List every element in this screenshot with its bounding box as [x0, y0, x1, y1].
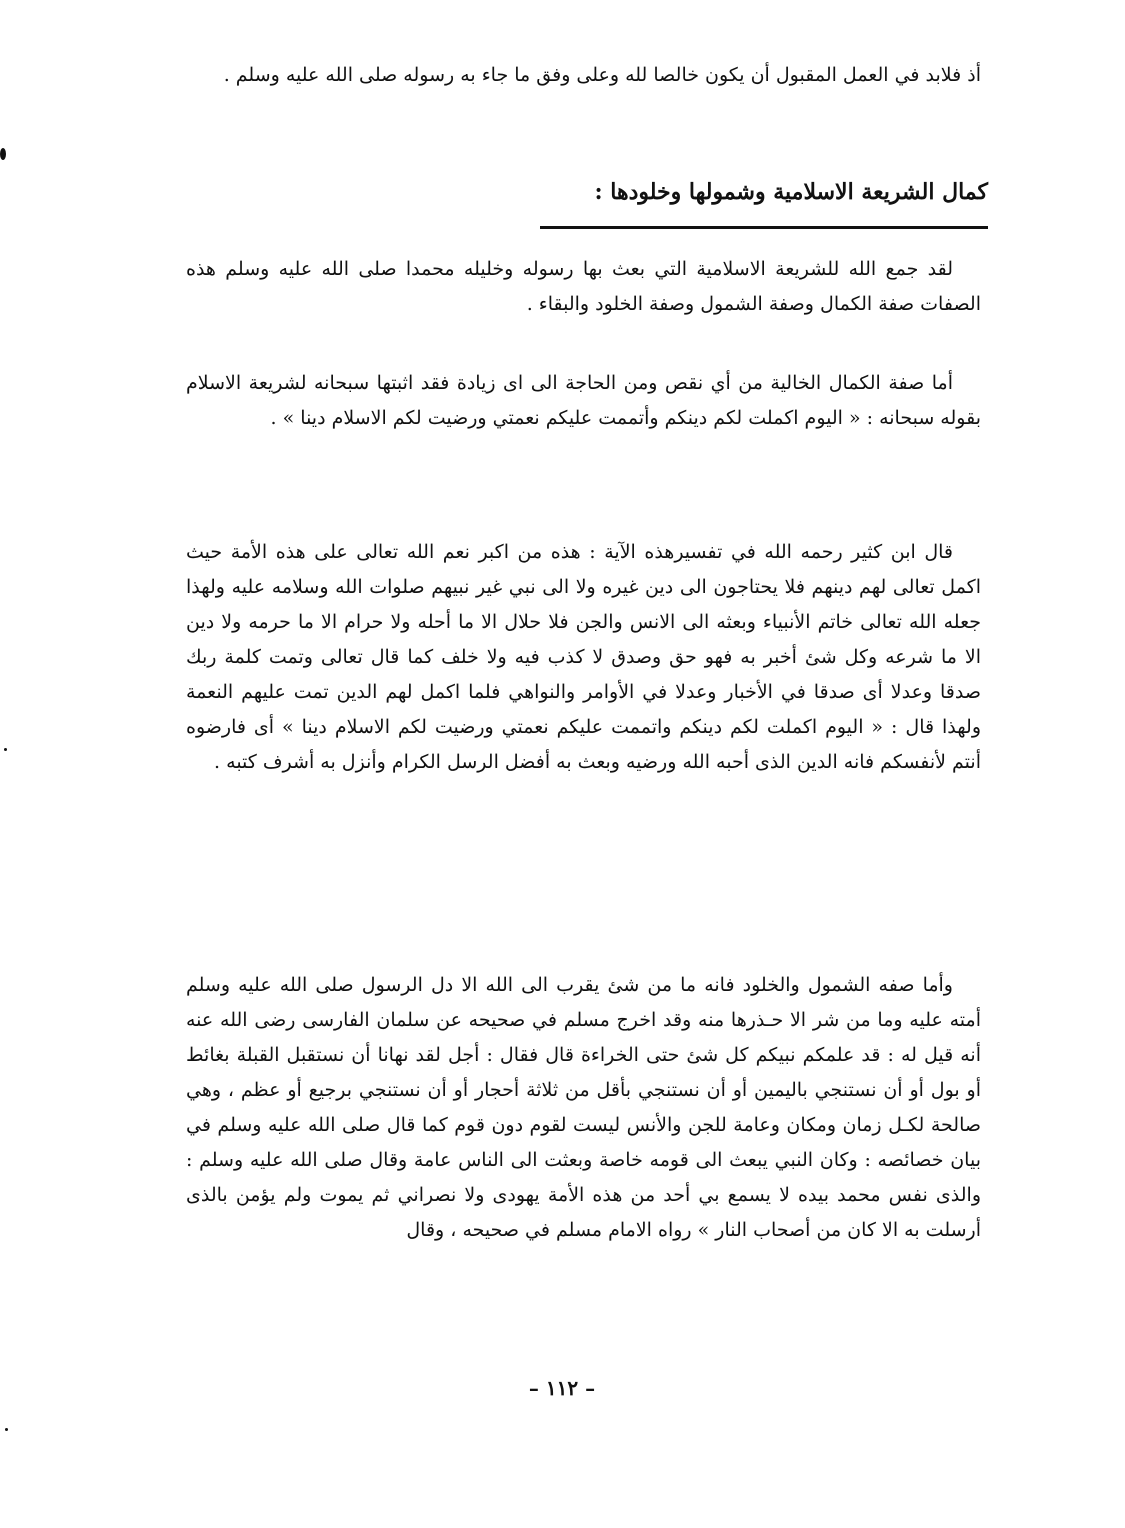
scan-mark-top: [0, 148, 6, 160]
section-heading: كمال الشريعة الاسلامية وشمولها وخلودها :: [540, 172, 988, 229]
scan-mark-bottom: [5, 1428, 8, 1431]
paragraph-3: قال ابن كثير رحمه الله في تفسيرهذه الآية : هذه من اكبر نعم الله تعالى على هذه الأمة حيث اكمل تعالى لهم دينهم فلا يحتاجون الى دين غيره ولا الى نبي غير نبيهم صلوات الله وسلامه عليه ولهذا جعله الله تعالى خاتم الأنبياء وبعثه الى الانس والجن فلا حلال الا ما أحله ولا حرام الا ما حرمه ولا دين الا ما شرعه وكل شئ أخبر به فهو حق وصدق لا كذب فيه ولا خلف كما قال تعالى وتمت كلمة ربك صدقا وعدلا أى صدقا في الأخبار وعدلا في الأوامر والنواهي فلما اكمل لهم الدين تمت عليهم النعمة ولهذا قال : « اليوم اكملت لكم دينكم واتممت عليكم نعمتي ورضيت لكم الاسلام دينا » أى فارضوه أنتم لأنفسكم فانه الدين الذى أحبه الله ورضيه وبعث به أفضل الرسل الكرام وأنزل به أشرف كتبه .: [186, 541, 981, 773]
paragraph-2: أما صفة الكمال الخالية من أي نقص ومن الحاجة الى اى زيادة فقد اثبتها سبحانه لشريعة الاسلام بقوله سبحانه : « اليوم اكملت لكم دينكم وأتممت عليكم نعمتي ورضيت لكم الاسلام دينا » .: [186, 372, 981, 429]
intro-paragraph: أذ فلابد في العمل المقبول أن يكون خالصا لله وعلى وفق ما جاء به رسوله صلى الله عليه وسلم .: [223, 64, 981, 86]
paragraph-4: وأما صفه الشمول والخلود فانه ما من شئ يقرب الى الله الا دل الرسول صلى الله عليه وسلم أمته عليه وما من شر الا حـذرها منه وقد اخرج مسلم في صحيحه عن سلمان الفارسى رضى الله عنه أنه قيل له : قد علمكم نبيكم كل شئ حتى الخراءة قال فقال : أجل لقد نهانا أن نستقبل القبلة بغائط أو بول أو أن نستنجي باليمين أو أن نستنجي بأقل من ثلاثة أحجار أو أن نستنجي برجيع أو عظم ، وهي صالحة لكـل زمان ومكان وعامة للجن والأنس ليست لقوم دون قوم كما قال صلى الله عليه وسلم في بيان خصائصه : وكان النبي يبعث الى قومه خاصة وبعثت الى الناس عامة وقال صلى الله عليه وسلم : والذى نفس محمد بيده لا يسمع بي أحد من هذه الأمة يهودى ولا نصراني ثم يموت ولم يؤمن بالذى أرسلت به الا كان من أصحاب النار » رواه الامام مسلم في صحيحه ، وقال: [186, 974, 981, 1241]
scan-mark-middle: [4, 748, 7, 751]
paragraph-1: لقد جمع الله للشريعة الاسلامية التي بعث بها رسوله وخليله محمدا صلى الله عليه وسلم هذه الصفات صفة الكمال وصفة الشمول وصفة الخلود والبقاء .: [186, 258, 981, 315]
page-number: – ١١٢ –: [528, 1376, 596, 1400]
